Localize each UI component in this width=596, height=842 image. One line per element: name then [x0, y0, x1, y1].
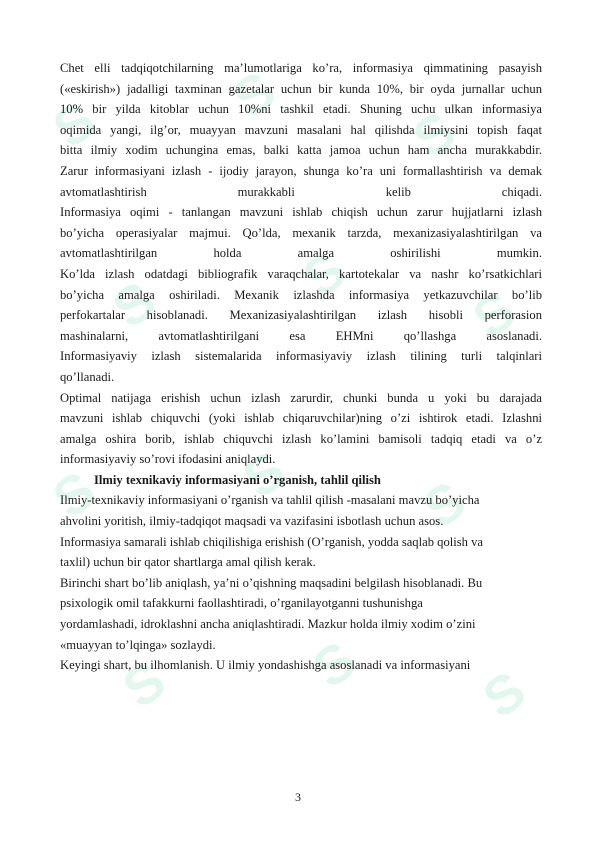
watermark-mark: S: [232, 440, 297, 510]
text-line: bo’yicha operasiyalar majmui. Qo’lda, mexanik tarzda, mexanizasiyalashtirilgan va: [60, 225, 542, 240]
watermark-mark: S: [412, 470, 477, 540]
watermark-mark: S: [42, 460, 107, 530]
text-line: taxlil) uchun bir qator shartlarga amal qilish kerak.: [60, 555, 316, 570]
watermark-mark: S: [112, 650, 177, 720]
text-line: («eskirish») jadalligi taxminan gazetalar uchun bir kunda 10%, bir oyda jurnallar uchun: [60, 81, 542, 96]
text-line: Informasiyaviy izlash sistemalarida informasiyaviy izlash tilining turli talqinlari: [60, 349, 542, 364]
text-line: bitta ilmiy xodim uchungina emas, balki katta jamoa uchun ham ancha murakkabdir.: [60, 143, 542, 158]
watermark-mark: S: [402, 100, 467, 170]
text-line: bo’yicha amalga oshiriladi. Mexanik izlashda informasiya yetkazuvchilar bo’lib: [60, 287, 542, 302]
text-line: Optimal natijaga erishish uchun izlash zarurdir, chunki bunda u yoki bu darajada: [60, 390, 542, 405]
text-line: oqimida yangi, ilg’or, muayyan mavzuni masalani hal qilishda ilmiysini topish faqat: [60, 122, 542, 137]
text-line: perfokartalar hisoblanadi. Mexanizasiyalashtirilgan izlash hisobli perforasion: [60, 308, 542, 323]
text-line: 10% bir yilda kitoblar uchun 10%ni tashkil etadi. Shuning uchu ulkan informasiya: [60, 102, 542, 117]
page-number: 3: [295, 790, 301, 804]
text-line: avtomatlashtirish murakkabli kelib chiqadi.: [60, 184, 542, 199]
text-line: Informasiya samarali ishlab chiqilishiga erishish (O’rganish, yodda saqlab qolish va: [60, 534, 483, 549]
text-line: mashinalarni, avtomatlashtirilgani esa EHMni qo’llashga asoslanadi.: [60, 328, 542, 343]
text-line: Birinchi shart bo’lib aniqlash, ya’ni o’qishning maqsadini belgilash hisoblanadi. Bu: [60, 575, 483, 590]
text-line: Informasiya oqimi - tanlangan mavzuni ishlab chiqish uchun zarur hujjatlarni izlash: [60, 205, 542, 220]
text-line: Ko’lda izlash odatdagi bibliografik varaqchalar, kartotekalar va nashr ko’rsatkichlari: [60, 266, 542, 281]
section-heading: Ilmiy texnikaviy informasiyani o’rganish, tahlil qilish: [94, 472, 381, 487]
watermark-mark: S: [292, 240, 357, 310]
text-line: ahvolini yoritish, ilmiy-tadqiqot maqsadi va vazifasini isbotlash uchun asos.: [60, 514, 444, 529]
document-body: [60, 58, 542, 676]
watermark-mark: S: [302, 630, 367, 700]
watermark-mark: S: [462, 280, 527, 350]
text-line: Chet elli tadqiqotchilarning ma’lumotlariga ko’ra, informasiya qimmatining pasayish: [60, 61, 542, 75]
text-line: amalga oshira borib, ishlab chiquvchi izlash ko’lamini bamisoli tadqiq etadi va o’z: [60, 431, 542, 446]
text-line: Keyingi shart, bu ilhomlanish. U ilmiy yondashishga asoslanadi va informasiyani: [60, 658, 471, 673]
text-line: psixologik omil tafakkurni faollashtiradi, o’rganilayotganni tushunishga: [60, 596, 423, 611]
text-line: avtomatlashtirilgan holda amalga oshirilishi mumkin.: [60, 246, 542, 261]
watermark-mark: S: [472, 660, 537, 730]
text-line: yordamlashadi, idroklashni ancha aniqlashtiradi. Mazkur holda ilmiy xodim o’zini: [60, 617, 476, 632]
text-line: qo’llanadi.: [60, 369, 115, 384]
text-line: mavzuni ishlab chiquvchi (yoki ishlab chiqaruvchilar)ning o’zi ishtirok etadi. Izlashni: [60, 411, 542, 426]
watermark-mark: S: [102, 270, 167, 340]
text-line: Zarur informasiyani izlash - ijodiy jarayon, shunga ko’ra uni formallashtirish va demak: [60, 163, 542, 178]
watermark-mark: S: [222, 60, 287, 130]
text-line: «muayyan to’lqinga» sozlaydi.: [60, 637, 216, 652]
watermark-mark: S: [42, 90, 107, 160]
text-line: informasiyaviy so’rovi ifodasini aniqlaydi.: [60, 452, 276, 467]
text-line: Ilmiy-texnikaviy informasiyani o’rganish va tahlil qilish -masalani mavzu bo’yicha: [60, 493, 480, 508]
